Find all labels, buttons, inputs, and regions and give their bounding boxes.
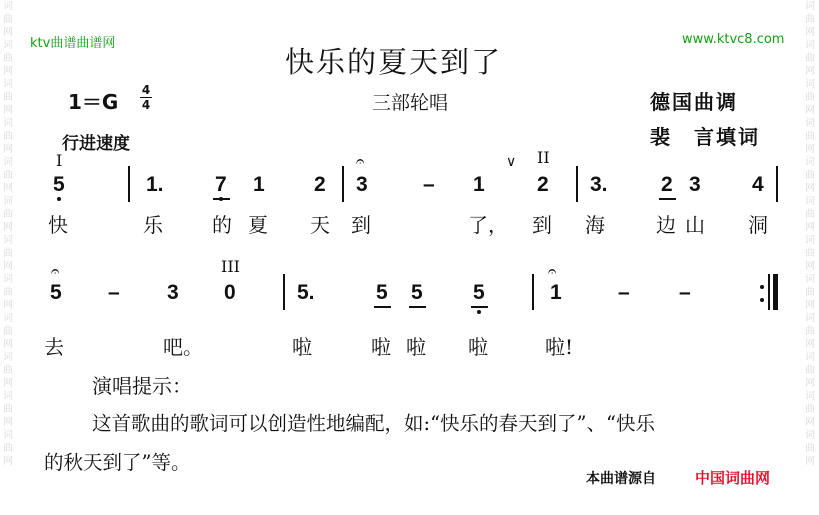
bar-line [576,166,578,202]
note: 5 [376,281,388,304]
site-name-left: ktv曲谱曲谱网 [30,36,116,51]
lyric: 去 [44,335,64,359]
lyric: 天 [310,213,330,237]
time-signature-bottom: 4 [141,98,151,112]
source-site-link[interactable]: 中国词曲网 [695,469,771,487]
performance-form: 三部轮唱 [372,92,449,114]
time-signature [140,84,152,111]
low-octave-dot [57,197,61,201]
lyric: 到 [532,213,552,237]
note: 5 [473,281,485,304]
lyric: 山 [685,213,705,237]
note: 5. [297,281,315,304]
lyricist: 裴 言填词 [650,125,760,149]
note: 3 [167,281,179,304]
note: – [618,281,630,304]
lyric: 吧。 [163,335,203,359]
eighth-underline [213,198,230,200]
site-url-right: www.ktvc8.com [682,32,785,47]
note: 3 [689,173,701,196]
lyric: 夏 [248,213,268,237]
lyric: 了， [468,213,508,237]
breath-mark: ∨ [506,154,517,170]
bar-line [776,166,778,202]
fermata-icon: 𝄐 [51,262,60,280]
note: 5 [50,281,62,304]
eighth-underline [374,306,391,308]
hint-heading: 演唱提示： [92,374,192,398]
note: – [423,173,435,196]
song-title: 快乐的夏天到了 [285,45,503,79]
note: 1 [253,173,265,196]
lyric: 啦 [292,335,312,359]
note: 3 [356,173,368,196]
eighth-underline [659,198,676,200]
note: 2 [537,173,549,196]
lyric: 快 [48,213,68,237]
lyric: 啦 [371,335,391,359]
note: 1 [473,173,485,196]
watermark-left: 词曲网词曲网词曲网词曲网词曲网词曲网词曲网词曲网词曲网词曲网词曲网词曲网 [3,1,13,467]
part-marker-3: III [221,257,240,276]
bar-line [342,166,344,202]
lyric: 的 [212,213,232,237]
note: 7 [215,173,227,196]
key-signature: 1＝G [68,90,119,114]
bar-line [128,166,130,202]
time-signature-top: 4 [141,83,151,97]
fermata-icon: 𝄐 [548,262,557,280]
hint-line-1: 这首歌曲的歌词可以创造性地编配，如:“快乐的春天到了”、“快乐 [92,412,655,435]
part-marker-2: II [537,148,550,167]
eighth-underline [409,306,426,308]
note: – [108,281,120,304]
lyric: 海 [585,213,605,237]
note: 1. [146,173,164,196]
hint-line-2: 的秋天到了”等。 [44,451,191,474]
repeat-dot [760,298,764,302]
bar-line [532,274,534,310]
tempo-marking: 行进速度 [62,134,130,154]
lyric: 啦! [545,335,574,359]
bar-line [283,274,285,310]
end-bar-thick [773,274,778,310]
source-label: 本曲谱源自 [586,471,656,487]
note: 1 [550,281,562,304]
note: 5 [53,173,65,196]
note: 2 [661,173,673,196]
note: – [679,281,691,304]
lyric: 到 [351,213,371,237]
note: 2 [314,173,326,196]
repeat-dot [760,285,764,289]
lyric: 洞 [748,213,768,237]
end-bar-thin [768,274,770,310]
composer: 德国曲调 [650,90,738,114]
watermark-right: 词曲网词曲网词曲网词曲网词曲网词曲网词曲网词曲网词曲网词曲网词曲网词曲网 [805,1,815,467]
lyric: 乐 [143,213,163,237]
lyric: 边 [656,213,676,237]
eighth-underline [471,306,488,308]
note: 4 [752,173,764,196]
fermata-icon: 𝄐 [356,152,365,170]
lyric: 啦 [406,335,426,359]
part-marker-1: I [56,151,63,170]
note: 5 [411,281,423,304]
note: 3. [590,173,608,196]
lyric: 啦 [468,335,488,359]
note: 0 [224,281,236,304]
low-octave-dot [477,310,481,314]
